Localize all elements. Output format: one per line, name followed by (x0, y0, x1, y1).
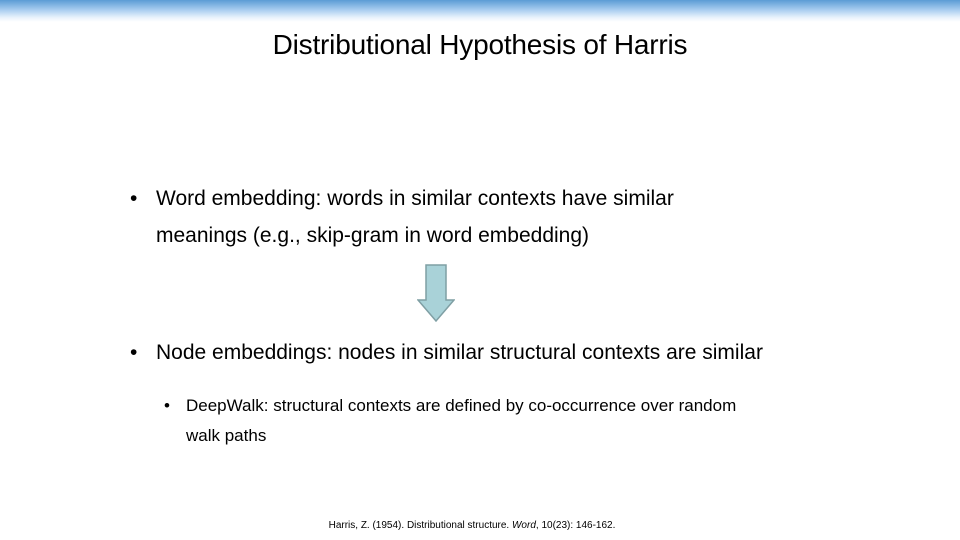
bullet-term: Node embeddings (156, 341, 327, 364)
citation-journal: Word (511, 520, 536, 531)
bullet-continuation: walk paths (186, 426, 267, 445)
bullet-term: Word embedding (156, 187, 316, 210)
bullet-content (156, 180, 674, 254)
citation (0, 519, 944, 533)
bullet-marker: • (130, 341, 138, 364)
bullet-content (156, 334, 763, 371)
top-gradient-banner (0, 0, 960, 22)
bullet-marker: • (164, 396, 170, 415)
bullet-text: : nodes in similar structural contexts are similar (326, 341, 763, 364)
bullet-marker: • (130, 187, 138, 210)
bullet-text: : words in similar contexts have similar (315, 187, 674, 210)
bullet-continuation: meanings (e.g., skip-gram in word embedding) (156, 224, 590, 247)
bullet-text: DeepWalk: structural contexts are defined by co-occurrence over random (186, 396, 737, 415)
down-arrow-icon (417, 264, 455, 322)
bullet-content (186, 391, 736, 451)
citation-details: , 10(23): 146-162. (535, 520, 616, 531)
slide-title: Distributional Hypothesis of Harris (272, 29, 688, 60)
citation-authors: Harris, Z. (1954). Distributional structure. (328, 520, 512, 531)
